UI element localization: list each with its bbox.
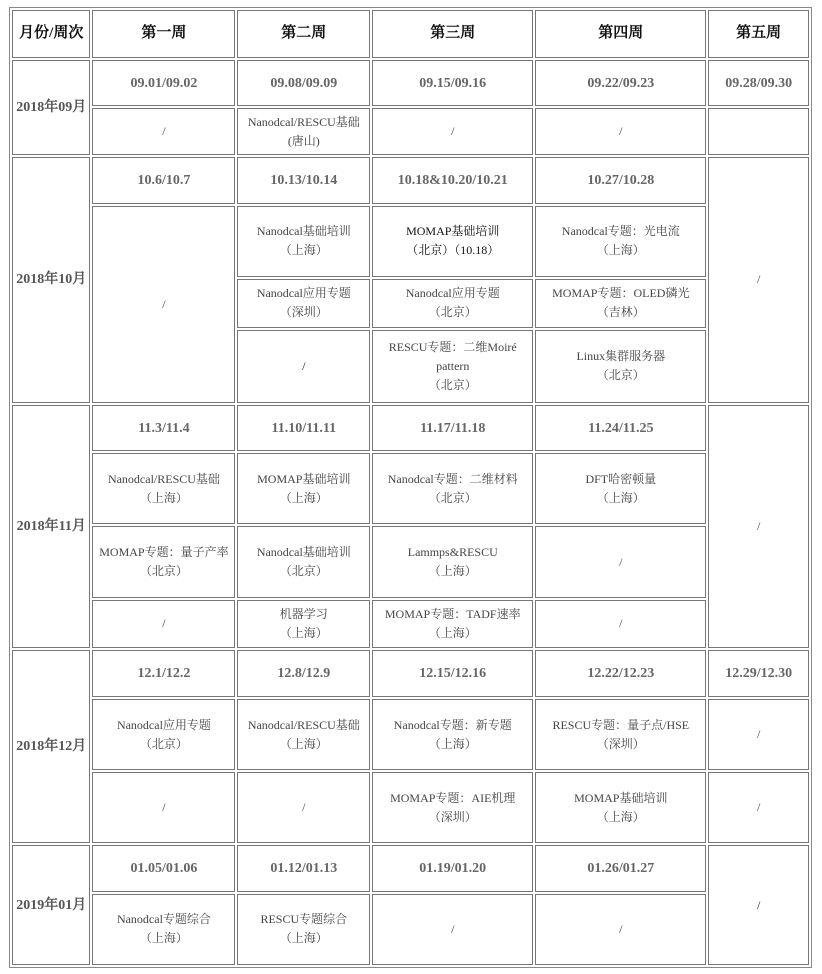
- cell-text-line: RESCU专题综合: [260, 912, 348, 927]
- cell-text-line: Nanodcal应用专题: [116, 717, 211, 732]
- cell-text-line: （北京）: [428, 377, 477, 392]
- date-cell: 12.1/12.2: [92, 650, 235, 697]
- header-week-1: 第一周: [92, 10, 235, 58]
- date-cell: 12.22/12.23: [535, 650, 706, 697]
- cell-text-line: （上海）: [428, 625, 477, 640]
- cell-text-line: （上海）: [428, 564, 477, 579]
- date-cell: 12.15/12.16: [372, 650, 533, 697]
- cell-text-line: （北京）: [428, 490, 477, 505]
- course-cell: [535, 600, 706, 649]
- header-month-week: 月份/周次: [12, 10, 90, 58]
- course-cell: [535, 526, 706, 597]
- cell-text-line: Lammps&RESCU: [407, 545, 498, 560]
- course-cell: [237, 894, 370, 965]
- date-cell: 10.18&10.20/10.21: [372, 157, 533, 204]
- jan-course-row-1: [12, 894, 809, 965]
- header-week-3: 第三周: [372, 10, 533, 58]
- course-cell: [535, 279, 706, 328]
- sep-course-row: [12, 108, 809, 155]
- cell-text-line: Linux集群服务器: [576, 349, 666, 364]
- cell-text-line: （上海）: [279, 243, 328, 258]
- dec-course-row-1: [12, 699, 809, 770]
- date-cell: 09.08/09.09: [237, 60, 370, 107]
- course-cell: [237, 699, 370, 770]
- course-cell: [535, 108, 706, 155]
- course-cell: [92, 108, 235, 155]
- oct-dates-row: [12, 157, 809, 204]
- date-cell: 10.27/10.28: [535, 157, 706, 204]
- cell-text-line: /: [756, 897, 761, 912]
- cell-text-line: Nanodcal专题：光电流: [561, 224, 680, 239]
- cell-text-line: （上海）: [596, 809, 645, 824]
- sep-dates-row: [12, 60, 809, 107]
- cell-text-line: （上海）: [596, 490, 645, 505]
- cell-text-line: （上海）: [596, 243, 645, 258]
- cell-text-line: Nanodcal专题：新专题: [393, 717, 512, 732]
- course-cell: [237, 453, 370, 524]
- cell-text-line: Nanodcal/RESCU基础: [247, 717, 360, 732]
- cell-text-line: （北京）（10.18）: [406, 243, 500, 258]
- course-cell: [708, 405, 809, 649]
- nov-course-row-2: [12, 526, 809, 597]
- month-label-nov: 2018年11月: [12, 405, 90, 649]
- cell-text-line: （上海）: [139, 931, 188, 946]
- date-cell: 11.3/11.4: [92, 405, 235, 452]
- date-cell: 01.05/01.06: [92, 845, 235, 892]
- cell-text-line: MOMAP基础培训: [574, 790, 668, 805]
- cell-text-line: /: [619, 124, 623, 139]
- course-cell: [372, 108, 533, 155]
- training-schedule-table: [9, 7, 812, 968]
- cell-text-line: MOMAP专题：量子产率: [99, 545, 229, 560]
- cell-text-line: （深圳）: [596, 736, 645, 751]
- header-week-5: 第五周: [708, 10, 809, 58]
- nov-course-row-3: [12, 600, 809, 649]
- course-cell: [372, 330, 533, 403]
- course-cell: [535, 330, 706, 403]
- course-cell: [708, 772, 809, 843]
- course-cell: [372, 453, 533, 524]
- cell-text-line: （上海）: [279, 931, 328, 946]
- cell-text-line: 机器学习: [279, 606, 328, 621]
- course-cell: [535, 772, 706, 843]
- cell-text-line: MOMAP基础培训: [257, 471, 351, 486]
- cell-text-line: （上海）: [428, 736, 477, 751]
- course-cell: [372, 699, 533, 770]
- cell-text-line: （上海）: [139, 490, 188, 505]
- dec-dates-row: [12, 650, 809, 697]
- course-cell: [708, 845, 809, 965]
- month-label-sep: 2018年09月: [12, 60, 90, 155]
- month-label-oct: 2018年10月: [12, 157, 90, 403]
- header-week-2: 第二周: [237, 10, 370, 58]
- course-cell: [372, 206, 533, 277]
- cell-text-line: /: [162, 800, 166, 815]
- course-cell: [372, 894, 533, 965]
- cell-text-line: pattern: [436, 358, 470, 373]
- cell-text-line: Nanodcal/RESCU基础: [107, 471, 220, 486]
- course-cell: [372, 279, 533, 328]
- course-cell: [237, 330, 370, 403]
- course-cell: [92, 206, 235, 403]
- course-cell: [237, 600, 370, 649]
- course-cell: [92, 699, 235, 770]
- date-cell: 09.22/09.23: [535, 60, 706, 107]
- course-cell: [708, 108, 809, 155]
- date-cell: 01.12/01.13: [237, 845, 370, 892]
- date-cell: 09.15/09.16: [372, 60, 533, 107]
- course-cell: [92, 526, 235, 597]
- jan-dates-row: [12, 845, 809, 892]
- date-cell: 01.19/01.20: [372, 845, 533, 892]
- header-row: [12, 10, 809, 58]
- course-cell: [92, 600, 235, 649]
- course-cell: [92, 772, 235, 843]
- month-label-jan: 2019年01月: [12, 845, 90, 965]
- cell-text-line: Nanodcal基础培训: [256, 545, 351, 560]
- course-cell: [708, 699, 809, 770]
- cell-text-line: /: [162, 616, 166, 631]
- header-week-4: 第四周: [535, 10, 706, 58]
- cell-text-line: （深圳）: [428, 809, 477, 824]
- cell-text-line: （北京）: [428, 305, 477, 320]
- course-cell: [372, 526, 533, 597]
- cell-text-line: /: [756, 272, 761, 287]
- course-cell: [372, 600, 533, 649]
- cell-text-line: RESCU专题：二维Moiré: [388, 339, 517, 354]
- cell-text-line: /: [756, 519, 761, 533]
- cell-text-line: DFT哈密顿量: [585, 471, 657, 486]
- cell-text-line: Nanodcal专题：二维材料: [387, 471, 518, 486]
- cell-text-line: (唐山): [287, 133, 320, 148]
- cell-text-line: MOMAP专题：OLED磷光: [552, 286, 690, 301]
- course-cell: [535, 699, 706, 770]
- date-cell: 12.29/12.30: [708, 650, 809, 697]
- cell-text-line: （北京）: [279, 564, 328, 579]
- cell-text-line: Nanodcal/RESCU基础: [247, 114, 360, 129]
- cell-text-line: /: [451, 921, 455, 936]
- date-cell: 12.8/12.9: [237, 650, 370, 697]
- cell-text-line: （吉林）: [596, 305, 645, 320]
- cell-text-line: /: [756, 800, 761, 815]
- course-cell: [535, 894, 706, 965]
- date-cell: 09.28/09.30: [708, 60, 809, 107]
- course-cell: [535, 453, 706, 524]
- course-cell: [92, 453, 235, 524]
- course-cell: [237, 526, 370, 597]
- cell-text-line: MOMAP基础培训: [406, 224, 500, 239]
- date-cell: 01.26/01.27: [535, 845, 706, 892]
- cell-text-line: /: [162, 296, 166, 311]
- date-cell: 11.17/11.18: [372, 405, 533, 452]
- cell-text-line: /: [162, 124, 166, 139]
- month-label-dec: 2018年12月: [12, 650, 90, 843]
- date-cell: 10.6/10.7: [92, 157, 235, 204]
- date-cell: 11.24/11.25: [535, 405, 706, 452]
- date-cell: 09.01/09.02: [92, 60, 235, 107]
- cell-text-line: Nanodcal应用专题: [256, 286, 351, 301]
- cell-text-line: MOMAP专题：TADF速率: [384, 606, 521, 621]
- cell-text-line: RESCU专题：量子点/HSE: [552, 717, 690, 732]
- cell-text-line: （北京）: [596, 368, 645, 383]
- course-cell: [237, 108, 370, 155]
- course-cell: [92, 894, 235, 965]
- cell-text-line: MOMAP专题：AIE机理: [390, 790, 516, 805]
- nov-dates-row: [12, 405, 809, 452]
- cell-text-line: （深圳）: [279, 305, 328, 320]
- cell-text-line: /: [302, 800, 306, 815]
- course-cell: [372, 772, 533, 843]
- course-cell: [708, 157, 809, 403]
- cell-text-line: /: [619, 921, 623, 936]
- cell-text-line: /: [302, 358, 306, 373]
- cell-text-line: （北京）: [139, 736, 188, 751]
- cell-text-line: （北京）: [139, 564, 188, 579]
- date-cell: 10.13/10.14: [237, 157, 370, 204]
- course-cell: [535, 206, 706, 277]
- cell-text-line: Nanodcal基础培训: [256, 224, 351, 239]
- cell-text-line: /: [451, 124, 455, 139]
- oct-course-row-1: [12, 206, 809, 277]
- cell-text-line: Nanodcal应用专题: [405, 286, 500, 301]
- cell-text-line: /: [756, 727, 761, 742]
- course-cell: [237, 279, 370, 328]
- cell-text-line: Nanodcal专题综合: [116, 912, 211, 927]
- nov-course-row-1: [12, 453, 809, 524]
- course-cell: [237, 206, 370, 277]
- course-cell: [237, 772, 370, 843]
- cell-text-line: （上海）: [279, 736, 328, 751]
- cell-text-line: /: [619, 616, 623, 631]
- cell-text-line: （上海）: [279, 625, 328, 640]
- cell-text-line: （上海）: [279, 490, 328, 505]
- dec-course-row-2: [12, 772, 809, 843]
- date-cell: 11.10/11.11: [237, 405, 370, 452]
- cell-text-line: /: [619, 554, 623, 569]
